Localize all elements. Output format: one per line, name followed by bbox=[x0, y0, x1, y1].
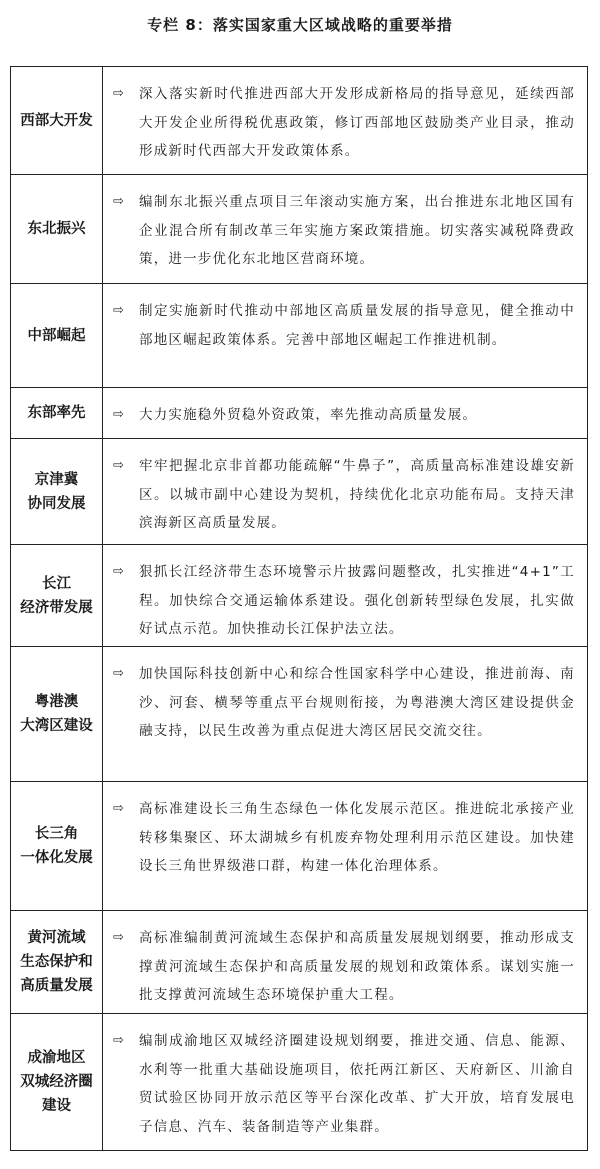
table-row bbox=[11, 782, 587, 911]
category-line: 西部大开发 bbox=[20, 112, 93, 129]
category-line: 京津冀 bbox=[34, 471, 79, 488]
row-content bbox=[103, 388, 587, 438]
row-text: 深入落实新时代推进西部大开发形成新格局的指导意见，延续西部大开发企业所得税优惠政策，修订西部地区鼓励类产业目录，推动形成新时代西部大开发政策体系。 bbox=[139, 86, 575, 159]
category-line: 大湾区建设 bbox=[20, 718, 93, 734]
table-row bbox=[11, 388, 587, 439]
row-text: 高标准编制黄河流域生态保护和高质量发展规划纲要，推动形成支撑黄河流域生态保护和高质量发展的规划和政策体系。谋划实施一批支撑黄河流域生态环境保护重大工程。 bbox=[139, 930, 575, 1003]
row-category bbox=[11, 439, 103, 544]
category-line: 东部率先 bbox=[27, 405, 86, 421]
table-row bbox=[11, 67, 587, 175]
row-content bbox=[103, 284, 587, 387]
table-row bbox=[11, 911, 587, 1014]
category-line: 双城经济圈 bbox=[20, 1074, 93, 1090]
category-line: 一体化发展 bbox=[20, 850, 93, 866]
row-text: 编制成渝地区双城经济圈建设规划纲要，推进交通、信息、能源、水利等一批重大基础设施项目，依托两江新区、天府新区、川渝自贸试验区协同开放示范区等平台深化改革、扩大开放，培育发展电子信息、汽车、装备制造等产业集群。 bbox=[139, 1033, 575, 1135]
row-content bbox=[103, 911, 587, 1013]
arrow-bullet-icon: ⇨ bbox=[113, 303, 124, 318]
row-content bbox=[103, 545, 587, 646]
row-content bbox=[103, 175, 587, 283]
arrow-bullet-icon: ⇨ bbox=[113, 564, 124, 579]
arrow-bullet-icon: ⇨ bbox=[113, 801, 124, 816]
row-text: 编制东北振兴重点项目三年滚动实施方案，出台推进东北地区国有企业混合所有制改革三年实施方案政策措施。切实落实减税降费政策，进一步优化东北地区营商环境。 bbox=[139, 194, 575, 267]
table-title: 专栏 8：落实国家重大区域战略的重要举措 bbox=[147, 16, 453, 34]
arrow-bullet-icon: ⇨ bbox=[113, 194, 124, 209]
arrow-bullet-icon: ⇨ bbox=[113, 86, 124, 101]
arrow-bullet-icon: ⇨ bbox=[113, 458, 124, 473]
table-row bbox=[11, 1014, 587, 1151]
category-line: 中部崛起 bbox=[27, 327, 86, 344]
category-line: 高质量发展 bbox=[20, 978, 93, 994]
category-line: 协同发展 bbox=[27, 495, 86, 512]
arrow-bullet-icon: ⇨ bbox=[113, 930, 124, 945]
measures-table bbox=[10, 66, 588, 1151]
table-row bbox=[11, 647, 587, 782]
row-text: 高标准建设长三角生态绿色一体化发展示范区。推进皖北承接产业转移集聚区、环太湖城乡有机废弃物处理利用示范区建设。加快建设长三角世界级港口群，构建一体化治理体系。 bbox=[139, 801, 575, 874]
arrow-bullet-icon: ⇨ bbox=[113, 1033, 124, 1048]
row-category bbox=[11, 782, 103, 910]
category-line: 粤港澳 bbox=[34, 694, 79, 710]
table-row bbox=[11, 545, 587, 647]
category-line: 长江 bbox=[42, 575, 71, 592]
table-row bbox=[11, 439, 587, 545]
row-category bbox=[11, 388, 103, 438]
arrow-bullet-icon: ⇨ bbox=[113, 407, 124, 422]
row-text: 大力实施稳外贸稳外资政策，率先推动高质量发展。 bbox=[139, 407, 478, 423]
category-line: 经济带发展 bbox=[20, 599, 93, 616]
row-category bbox=[11, 67, 103, 174]
category-line: 长三角 bbox=[34, 826, 79, 842]
table-row bbox=[11, 175, 587, 284]
row-category bbox=[11, 284, 103, 387]
table-row bbox=[11, 284, 587, 388]
row-category bbox=[11, 911, 103, 1013]
row-category bbox=[11, 545, 103, 646]
row-content bbox=[103, 1014, 587, 1150]
category-line: 东北振兴 bbox=[27, 221, 86, 237]
row-category bbox=[11, 175, 103, 283]
row-text: 制定实施新时代推动中部地区高质量发展的指导意见，健全推动中部地区崛起政策体系。完善中部地区崛起工作推进机制。 bbox=[139, 303, 575, 348]
arrow-bullet-icon: ⇨ bbox=[113, 666, 124, 681]
category-line: 黄河流域 bbox=[27, 930, 86, 946]
row-content bbox=[103, 67, 587, 174]
row-content bbox=[103, 782, 587, 910]
category-line: 成渝地区 bbox=[27, 1050, 86, 1066]
row-text: 狠抓长江经济带生态环境警示片披露问题整改，扎实推进“4+1”工程。加快综合交通运输体系建设。强化创新转型绿色发展，扎实做好试点示范。加快推动长江保护法立法。 bbox=[139, 564, 575, 637]
row-content bbox=[103, 439, 587, 544]
category-line: 建设 bbox=[42, 1098, 71, 1114]
row-category bbox=[11, 1014, 103, 1150]
row-text: 牢牢把握北京非首都功能疏解“牛鼻子”，高质量高标准建设雄安新区。以城市副中心建设为契机，持续优化北京功能布局。支持天津滨海新区高质量发展。 bbox=[139, 458, 575, 531]
row-content bbox=[103, 647, 587, 781]
row-text: 加快国际科技创新中心和综合性国家科学中心建设，推进前海、南沙、河套、横琴等重点平台规则衔接，为粤港澳大湾区建设提供金融支持，以民生改善为重点促进大湾区居民交流交往。 bbox=[139, 666, 575, 739]
category-line: 生态保护和 bbox=[20, 954, 93, 970]
row-category bbox=[11, 647, 103, 781]
